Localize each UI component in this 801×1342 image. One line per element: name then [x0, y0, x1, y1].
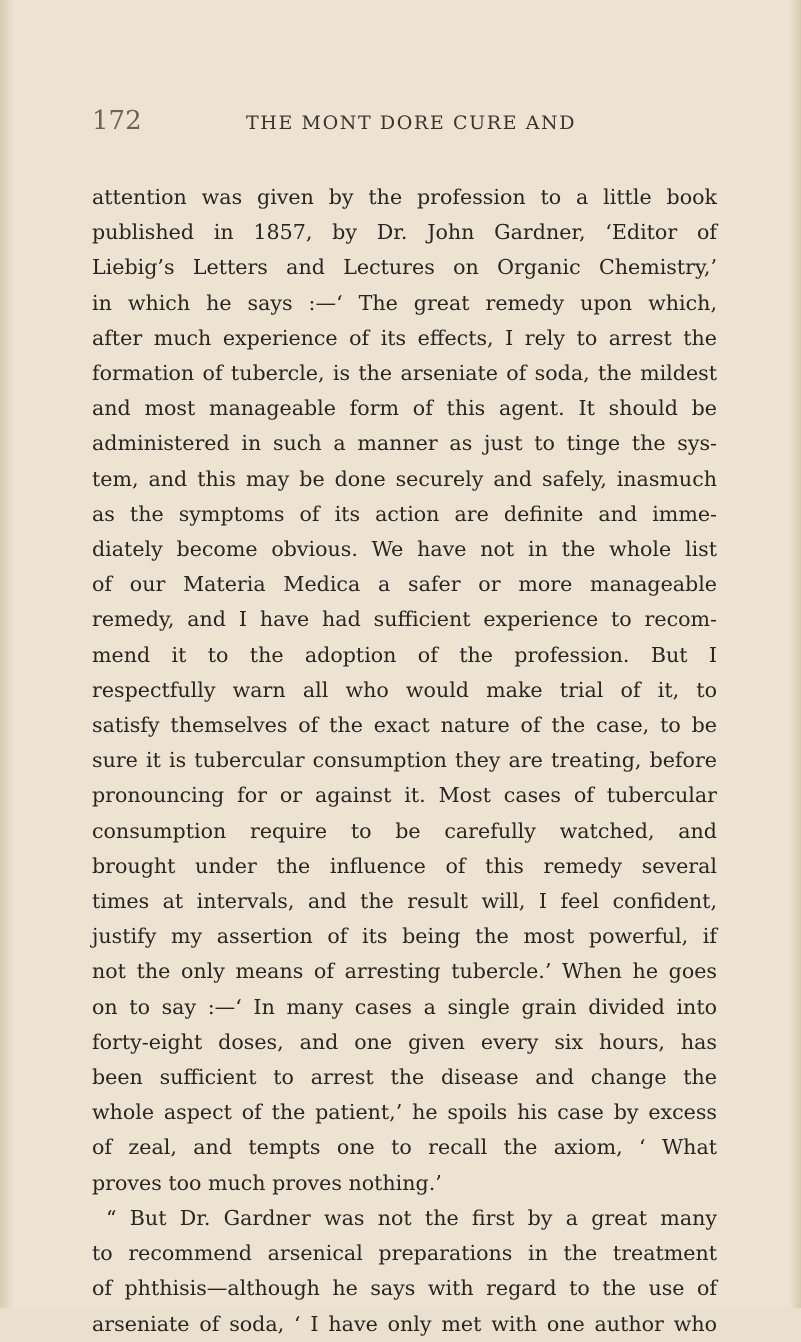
text-line: of our Materia Medica a safer or more manageable [92, 572, 717, 597]
text-line: tem, and this may be done securely and safely, inasmuch [92, 466, 717, 491]
text-line: on to say :—‘ In many cases a single grain divided into [92, 994, 717, 1019]
text-line: “ But Dr. Gardner was not the first by a great many [106, 1205, 717, 1230]
text-line: Liebig’s Letters and Lectures on Organic Chemistry,’ [92, 255, 717, 280]
text-line: and most manageable form of this agent. It should be [92, 396, 717, 421]
text-line: brought under the influence of this remedy several [92, 853, 717, 878]
text-line: pronouncing for or against it. Most cases of tubercular [92, 783, 717, 808]
text-line: proves too much proves nothing.’ [92, 1170, 442, 1195]
page-right-shadow [789, 0, 801, 1308]
body-text [92, 180, 717, 1342]
running-head: THE MONT DORE CURE AND [246, 112, 577, 134]
text-line: mend it to the adoption of the profession. But I [92, 642, 717, 667]
text-line: attention was given by the profession to a little book [92, 185, 717, 209]
text-line: not the only means of arresting tubercle.’ When he goes [92, 959, 717, 984]
text-line: justify my assertion of its being the most powerful, if [92, 924, 717, 949]
text-line: satisfy themselves of the exact nature of the case, to be [92, 713, 717, 738]
text-line: respectfully warn all who would make trial of it, to [92, 677, 717, 702]
text-line: been sufficient to arrest the disease and change the [92, 1065, 717, 1090]
text-line: whole aspect of the patient,’ he spoils his case by excess [92, 1100, 717, 1125]
text-line: after much experience of its effects, I rely to arrest the [92, 325, 717, 350]
text-line: sure it is tubercular consumption they are treating, before [92, 748, 717, 773]
text-line: published in 1857, by Dr. John Gardner, ‘Editor of [92, 220, 717, 245]
text-line: remedy, and I have had sufficient experience to recom- [92, 607, 717, 632]
text-line: formation of tubercle, is the arseniate of soda, the mildest [92, 361, 717, 386]
text-line: forty-eight doses, and one given every six hours, has [92, 1029, 717, 1054]
text-line: to recommend arsenical preparations in the treatment [92, 1241, 717, 1266]
text-line: times at intervals, and the result will, I feel confident, [92, 889, 717, 914]
page-left-shadow [0, 0, 14, 1308]
text-line: arseniate of soda, ‘ I have only met with one author who [92, 1311, 717, 1336]
page-number: 172 [92, 106, 142, 136]
text-line: in which he says :—‘ The great remedy upon which, [92, 290, 717, 315]
page-header [92, 106, 712, 146]
text-line: of phthisis—although he says with regard to the use of [92, 1276, 717, 1301]
text-line: of zeal, and tempts one to recall the axiom, ‘ What [92, 1135, 717, 1160]
text-line: administered in such a manner as just to tinge the sys- [92, 431, 717, 456]
text-line: consumption require to be carefully watched, and [92, 818, 717, 843]
text-line: diately become obvious. We have not in the whole list [92, 537, 717, 562]
text-line: as the symptoms of its action are definite and imme- [92, 501, 717, 526]
